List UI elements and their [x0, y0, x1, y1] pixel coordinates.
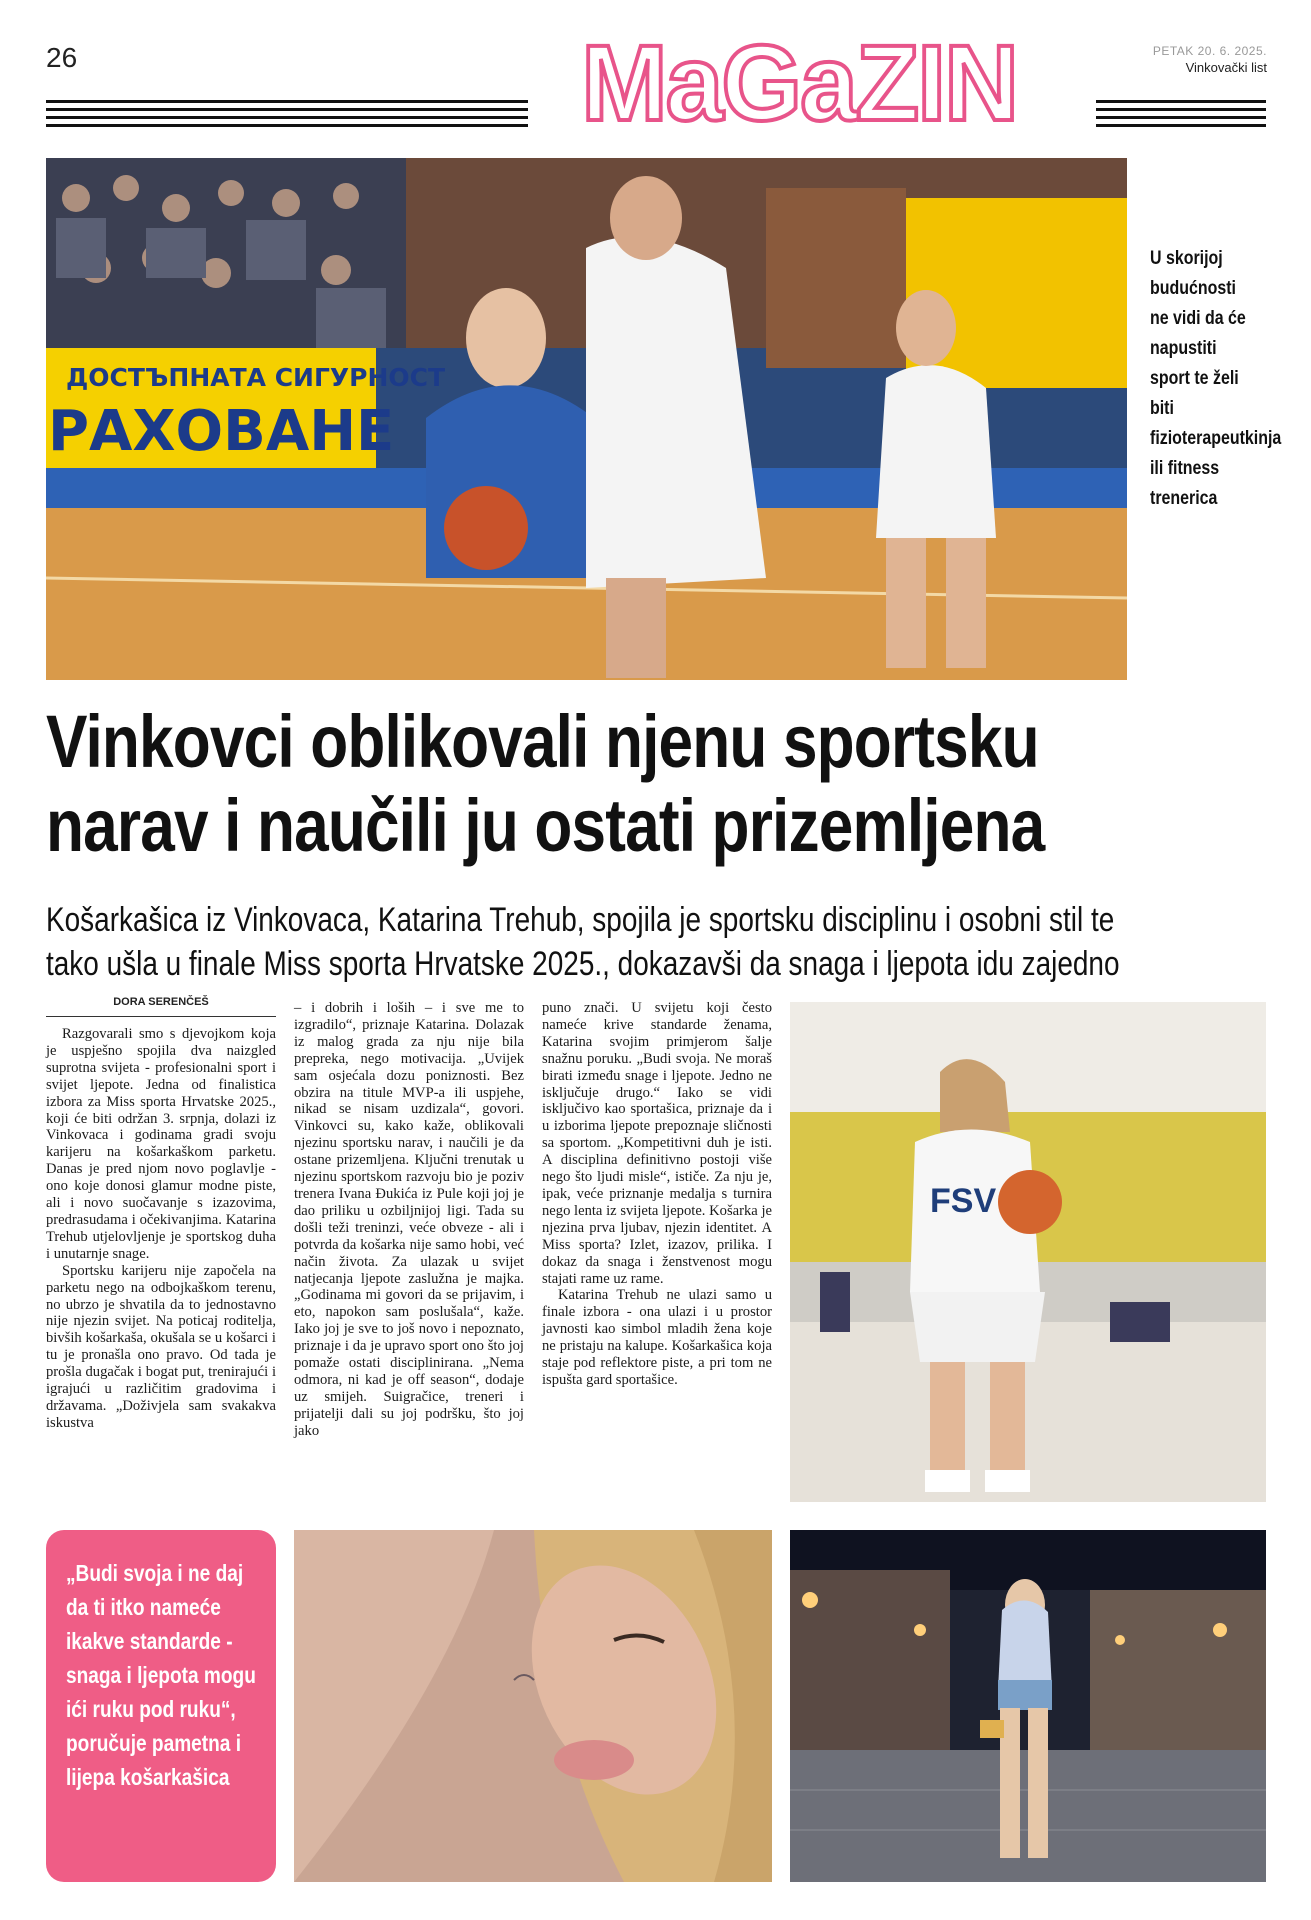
- publication-name: Vinkovački list: [1185, 60, 1267, 75]
- article-column-1: [46, 1026, 276, 1432]
- hero-banner-line1: ДОСТЪПНАТА СИГУРНОСТ: [66, 363, 446, 392]
- date-box: [1153, 44, 1267, 75]
- headline-line-1: Vinkovci oblikovali njenu sportsku: [46, 700, 1039, 783]
- headline: [46, 700, 1104, 868]
- col3-paragraph-1: puno znači. U svijetu koji često nameće krive standarde ženama, Katarina svojim primjerom šalje snažnu poruku. „Budi svoja. Ne moraš birati između snage i ljepote. Jedno ne isključuje drugo.“ Iako se vidi isključivo kao sportašica, priznaje da i u izborima ljepote prepoznaje sličnosti sa sportom. „Kompetitivni duh je isti. A disciplina definitivno postoji više nego što ljudi misle“, ističe. Za nju je, ipak, veće priznanje medalja s turnira nego lenta iz svijeta ljepote. Košarka je njezina prva ljubav, njezin identitet. A Miss sporta? Izlet, izazov, prilika. I dokaz da snaga i ženstvenost mogu stajati rame uz rame.: [542, 1000, 772, 1287]
- section-title-logo: [540, 36, 1080, 136]
- pull-quote-box: [46, 1530, 276, 1882]
- byline-rule: [46, 1016, 276, 1017]
- byline: DORA SERENČEŠ: [113, 996, 209, 1008]
- header-rule-left: [46, 100, 528, 128]
- article-column-3: [542, 1000, 772, 1389]
- col1-paragraph-2: Sportsku karijeru nije započela na parketu nego na odbojkaškom terenu, no ubrzo je shvatila da to jednostavno nije njezin svijet. Na poticaj roditelja, bivših košarkaša, okušala se u košarci i tu je pronašla ono pravo. Od tada je prošla dugačak i bogat put, trenirajući i igrajući u različitim gradovima i državama. „Doživjela sam svakakva iskustva: [46, 1262, 276, 1431]
- col1-paragraph-1: Razgovarali smo s djevojkom koja je uspješno spojila dva naizgled suprotna svijeta - profesionalni sport i svijet ljepote. Jedna od finalistica izbora za Miss sporta Hrvatske 2025., koji će biti održan 3. srpnja, dolazi iz Vinkovaca i godinama gradi svoju karijeru na košarkaškom parketu. Danas je pred njom novo poglavlje - ono koje donosi glamur modne piste, ali i novo suočavanje s izazovima, predrasudama i očekivanjima. Katarina Trehub utjelovljenje je sportskog duha i unutarnje snage.: [46, 1026, 276, 1262]
- subheadline-line-2: tako ušla u finale Miss sporta Hrvatske 2025., dokazavši da snaga i ljepota idu zajedno: [46, 945, 1120, 983]
- pull-quote-text: „Budi svoja i ne daj da ti itko nameće ikakve standarde - snaga i ljepota mogu ići ruku pod ruku“, poručuje pametna i lijepa košarkašica: [66, 1560, 256, 1790]
- side-caption: U skorijoj budućnosti ne vidi da će napustiti sport te želi biti fizioterapeutkinja ili fitness trenerica: [1150, 248, 1282, 509]
- jersey-text: FSV: [930, 1182, 997, 1220]
- hero-banner-line2: РАХОВАНЕ: [48, 399, 395, 464]
- photo-free-throw: [790, 1002, 1266, 1502]
- issue-date: PETAK 20. 6. 2025.: [1152, 44, 1267, 58]
- hero-photo: [46, 158, 1127, 680]
- col2-paragraph-1: – i dobrih i loših – i sve me to izgradilo“, priznaje Katarina. Dolazak iz malog grada za nju nije bila prepreka, nego motivacija. „Uvijek sam osjećala dozu poniznosti. Bez obzira na titule MVP-a ili uspjehe, nikad se nisam uzdizala“, govori. Vinkovci su, kako kaže, oblikovali njezinu sportsku narav, i naučili je da ostane prizemljena. Ključni trenutak u njezinu sportskom razvoju bio je poziv trenera Ivana Đukića iz Pule koji joj je dao priliku u ozbiljnijoj ligi. Tada su došli teži treninzi, veće obveze - ali i potvrda da košarka nije samo hobi, već način života. Za ulazak u svijet natjecanja ljepote zaslužna je majka. „Godinama mi govori da se prijavim, i eto, napokon sam poslušala“, kaže. Iako joj je sve to još novo i nepoznato, priznaje i da je upravo sport ono što joj pomaže ostati disciplinirana. „Nema odmora, ni kad je off season“, dodaje uz smijeh. Suigračice, treneri i prijatelji dali su joj podršku, što joj jako: [294, 1000, 524, 1439]
- page-number: 26: [46, 42, 78, 73]
- photo-portrait-selfie: [294, 1530, 772, 1882]
- article-column-2: [294, 1000, 524, 1440]
- photo-night-street: [790, 1530, 1266, 1882]
- subheadline-line-1: Košarkašica iz Vinkovaca, Katarina Trehub, spojila je sportsku disciplinu i osobni stil te: [46, 901, 1115, 939]
- subheadline: [46, 898, 1254, 986]
- section-title-text: MaGaZIN: [581, 36, 1018, 136]
- headline-line-2: narav i naučili ju ostati prizemljena: [46, 784, 1045, 867]
- header-rule-right: [1096, 100, 1266, 128]
- col3-paragraph-2: Katarina Trehub ne ulazi samo u finale izbora - ona ulazi i u prostor javnosti kao simbol mladih žena koje ne pristaju na kalupe. Košarkašica koja staje pod reflektore piste, a pri tom ne ispušta gard sportašice.: [542, 1287, 772, 1388]
